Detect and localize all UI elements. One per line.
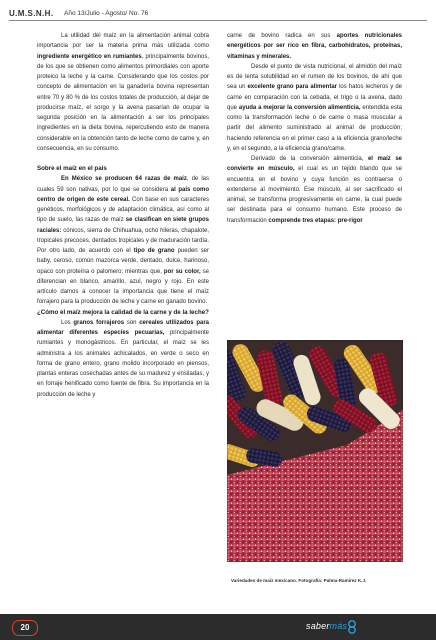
page-header: [0, 6, 436, 22]
paragraph-intro: La utilidad del maíz en la alimentación animal cobra importancia por ser la materia prima más utilizada como ingrediente energético en rumiantes, principalmente bovinos, de los que se obtienen como alimentos primordiales con aporte proteico la leche y la carne. Considerando que los costos por concepto de alimentación en la ganadería bovina representan entre 70 y 80 % de los costos totales de producción, al dejar de producirse maíz, el sorgo y la avena pasarían de ocupar la segunda posición en la alimentación a ser los principales ingredientes en la dieta bovina, repercutiendo esto de manera considerable en la obtención tanto de leche como de carne y, en consecuencia, en su consumo.: [37, 33, 209, 152]
issue-info: Año 13/Julio - Agosto/ No. 76: [64, 10, 149, 17]
brand-logo: [306, 621, 347, 631]
brand-mark-icon: [346, 620, 358, 634]
right-column: [227, 31, 402, 226]
paragraph-starch: Desde el punto de vista nutricional, el almidón del maíz es de lenta solubilidad en el rumen de los bovinos, de ahí que sea un excelente grano para alimentar los hatos lecheros y de carne en comparación con la cebada, el trigo o la avena, dado que ayuda a mejorar la conversión alimenticia, entendida esta como la transformación leche o de carne o masa muscular a partir del alimento suministrado al animal de producción; haciendo referencia en el primer caso a la eficiencia grano/leche y, en el segundo, a la eficiencia grano/carne.: [227, 63, 402, 152]
paragraph-races: En México se producen 64 razas de maíz, de las cuales 59 son nativas, por lo que se considera al país como centro de origen de este cereal. Con base en sus caracteres genéticos, morfológicos y de adaptación climática, así como al tipo de suelo, las razas de maíz se clasifican en siete grupos raciales: cónicos, sierra de Chihuahua, ocho hileras, chapalote, tropicales precoces, dentados tropicales y de maduración tardía. Por otro lado, de acuerdo con el tipo de grano pueden ser baby, ceroso, común mazorca verde, dentado, dulce, harinoso, opaco con proteína o palomero; mientras que, por su color, se diferencian en blanco, amarillo, azul, negro y rojo. En este artículo damos a conocer la importancia que tiene el maíz forrajero para la producción de leche y carne en ganado bovino.: [37, 176, 210, 306]
brand-accent: más: [329, 621, 348, 631]
section-heading: ¿Cómo el maíz mejora la calidad de la carne y de la leche?: [37, 308, 209, 316]
journal-title: U.M.S.N.H.: [9, 9, 54, 18]
left-column: [37, 31, 209, 400]
page-number: 20: [12, 620, 38, 636]
paragraph-muscle: Derivado de la conversión alimenticia, el maíz se convierte en músculo, el cual es un tejido blando que se encuentra en el bovino y cuya función es contraerse o extenderse al movimiento. Ese músculo, al ser sacrificado el animal, se transforma progresivamente en carne, la cual puede ser destinada para el consumo humano. Este proceso de transformación comprende tres etapas: pre-rigor: [227, 156, 403, 224]
header-divider: [9, 20, 427, 21]
paragraph-forage: Los granos forrajeros son cereales utilizados para alimentar diferentes especies pecuarias, principalmente rumiantes y monogástricos. En particular, el maíz se les administra a los animales achicalados, en verde o seco en forma de grano entero, grano molido incorporado en piensos, plantas enteras cosechadas antes de su madurez y ensiladas, y en forraje henificado como fuente de fibra. Su importancia en la producción de leche y: [37, 319, 210, 398]
corn-varieties-photo: [227, 340, 403, 562]
paragraph-nutrition: carne de bovino radica en sus aportes nutricionales energéticos por ser rico en fibra, carbohidratos, proteínas, vitaminas y minerales.: [227, 33, 402, 60]
page-footer: [0, 614, 436, 640]
brand-name: saber: [306, 621, 330, 631]
photo-caption: Variedades de maíz mexicano. Fotografía: Palma-Ramírez K.J.: [231, 578, 367, 583]
section-heading: Sobre el maíz en el país: [37, 165, 107, 172]
